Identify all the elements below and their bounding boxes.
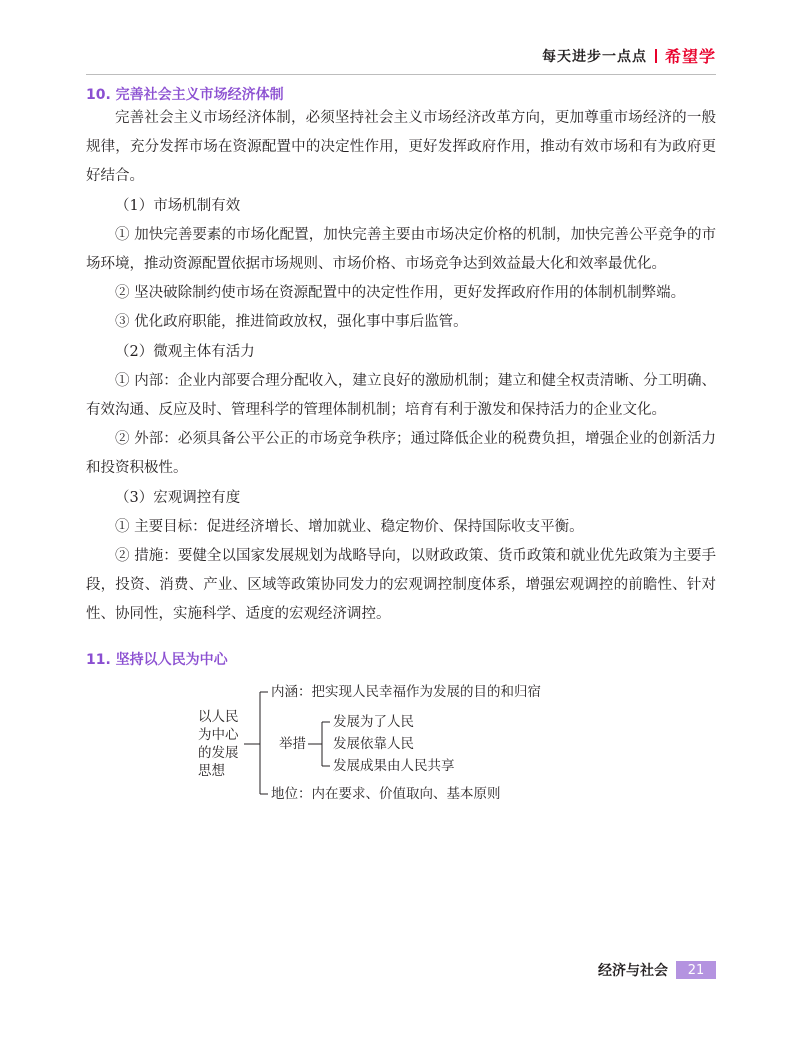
diagram-root-line-1: 以人民 bbox=[198, 709, 239, 725]
diagram-branch-status: 地位：内在要求、价值取向、基本原则 bbox=[271, 786, 501, 802]
header-slogan: 每天进步一点点 bbox=[541, 48, 647, 65]
paragraph-1-3: ③ 优化政府职能，推进简政放权，强化事中事后监管。 bbox=[115, 314, 468, 331]
subheading-market-mechanism: （1）市场机制有效 bbox=[115, 197, 241, 214]
diagram-measure-1: 发展为了人民 bbox=[333, 714, 414, 730]
diagram-root-line-4: 思想 bbox=[198, 763, 225, 779]
page-header bbox=[86, 0, 716, 75]
header-right bbox=[542, 44, 716, 67]
diagram-root-line-3: 的发展 bbox=[198, 745, 239, 761]
section-10-intro: 完善社会主义市场经济体制，必须坚持社会主义市场经济改革方向，更加尊重市场经济的一般规律，充分发挥市场在资源配置中的决定性作用，更好发挥政府作用，推动有效市场和有为政府更好结合。 bbox=[86, 110, 716, 185]
paragraph-1-2: ② 坚决破除制约使市场在资源配置中的决定性作用，更好发挥政府作用的体制机制弊端。 bbox=[115, 285, 686, 302]
people-centered-diagram bbox=[160, 676, 580, 816]
section-10-title: 10. 完善社会主义市场经济体制 bbox=[86, 87, 284, 103]
subheading-micro-subjects: （2）微观主体有活力 bbox=[115, 343, 255, 360]
section-11-title: 11. 坚持以人民为中心 bbox=[86, 652, 228, 668]
diagram-branch-measures-label: 举措 bbox=[279, 736, 306, 752]
paragraph-3-2: ② 措施：要健全以国家发展规划为战略导向，以财政政策、货币政策和就业优先政策为主要手段，投资、消费、产业、区域等政策协同发力的宏观调控制度体系，增强宏观调控的前瞻性、针对性、协同性，实施科学、适度的宏观经济调控。 bbox=[86, 548, 716, 623]
paragraph-2-1: ① 内部：企业内部要合理分配收入，建立良好的激励机制；建立和健全权责清晰、分工明确、有效沟通、反应及时、管理科学的管理体制机制；培育有利于激发和保持活力的企业文化。 bbox=[86, 372, 716, 419]
diagram-branch-connotation: 内涵：把实现人民幸福作为发展的目的和归宿 bbox=[271, 684, 541, 700]
header-separator bbox=[655, 49, 657, 63]
diagram-measure-3: 发展成果由人民共享 bbox=[333, 758, 455, 774]
subheading-macro-control: （3）宏观调控有度 bbox=[115, 489, 241, 506]
page-footer bbox=[598, 960, 716, 980]
diagram-measure-2: 发展依靠人民 bbox=[333, 736, 414, 752]
paragraph-3-1: ① 主要目标：促进经济增长、增加就业、稳定物价、保持国际收支平衡。 bbox=[115, 518, 584, 535]
brand-logo: 希望学 bbox=[664, 47, 716, 66]
page-number: 21 bbox=[676, 961, 716, 979]
paragraph-2-2: ② 外部：必须具备公平公正的市场竞争秩序；通过降低企业的税费负担，增强企业的创新活力和投资积极性。 bbox=[86, 431, 716, 477]
section-10-body bbox=[86, 104, 716, 630]
diagram-root-line-2: 为中心 bbox=[198, 727, 239, 743]
footer-chapter-title: 经济与社会 bbox=[598, 963, 668, 979]
paragraph-1-1: ① 加快完善要素的市场化配置，加快完善主要由市场决定价格的机制，加快完善公平竞争的市场环境，推动资源配置依据市场规则、市场价格、市场竞争达到效益最大化和效率最优化。 bbox=[86, 226, 716, 273]
